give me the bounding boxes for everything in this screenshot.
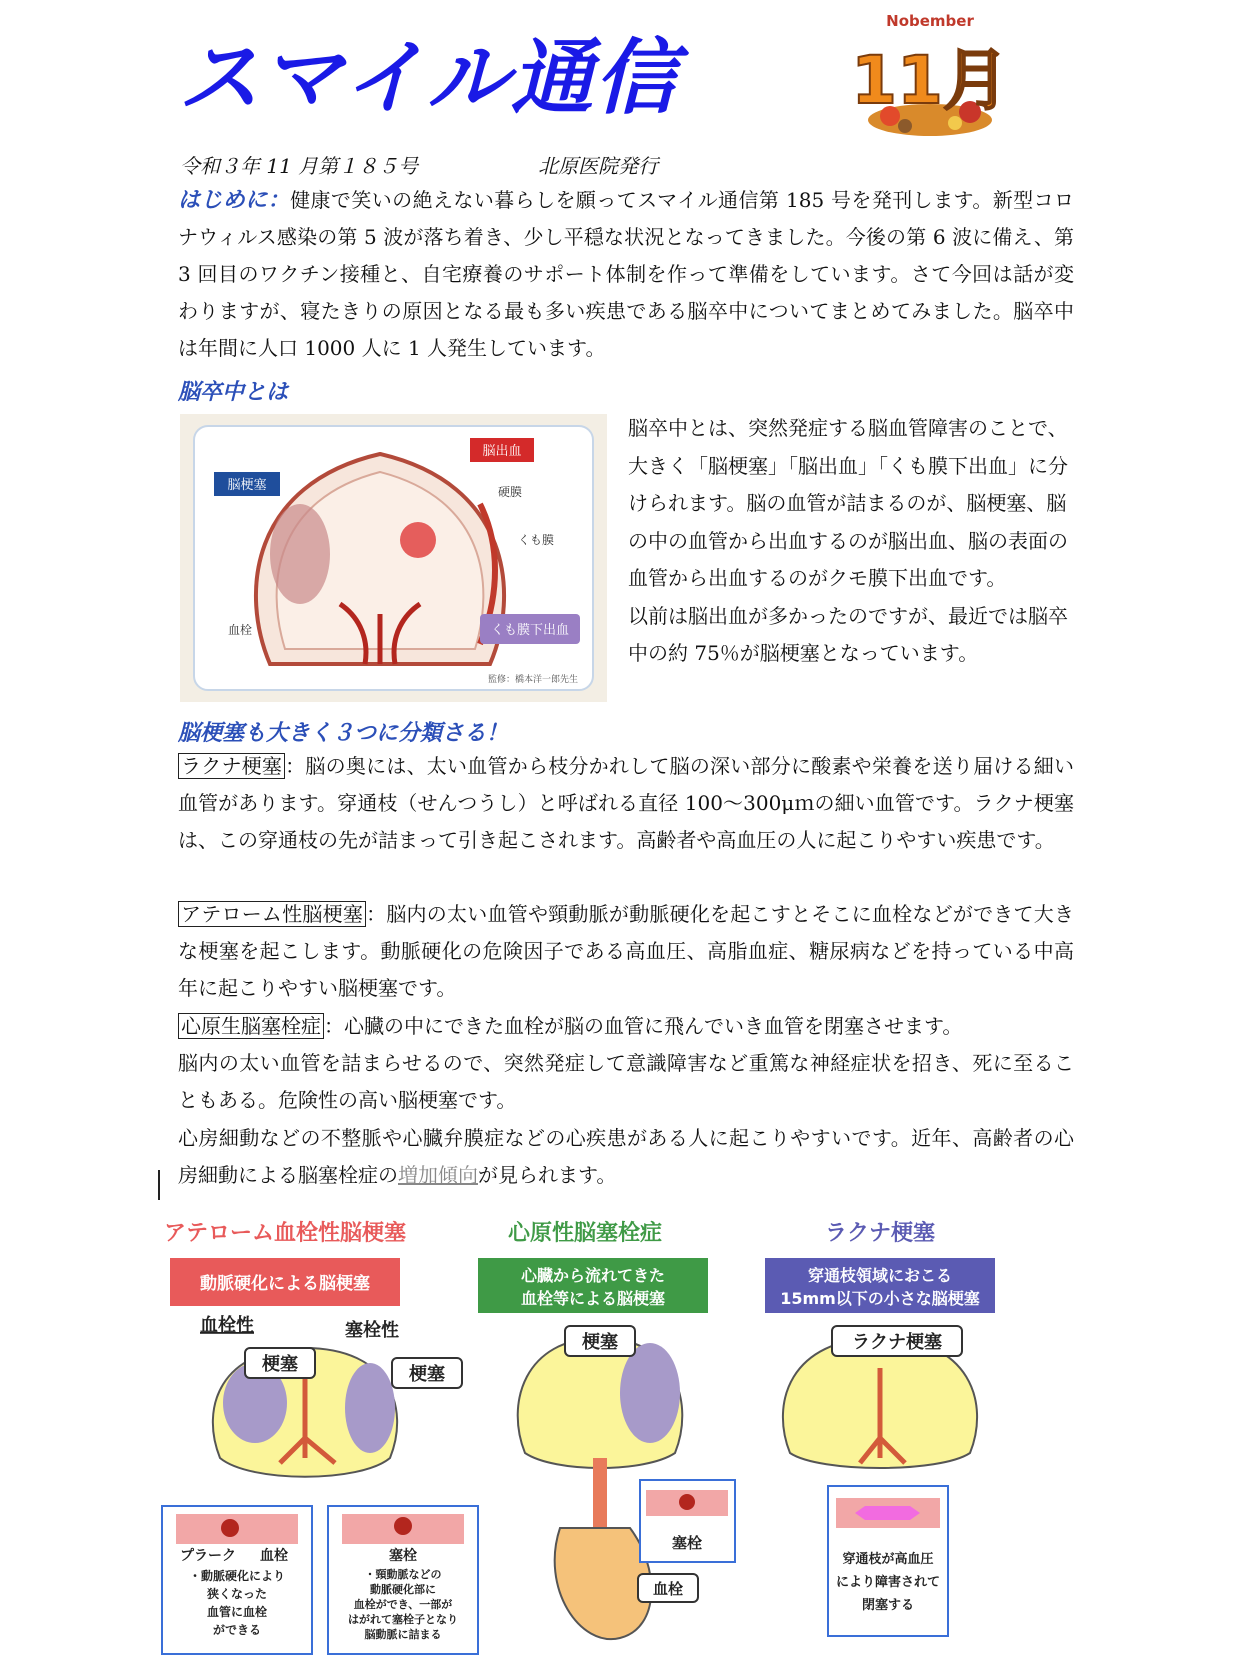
col3-cap2: により障害されて [835, 1575, 941, 1590]
figure-credit: 監修：橋本洋一郎先生 [487, 675, 578, 685]
col3-banner1: 穿通枝領域におこる [807, 1266, 953, 1285]
label-hemorrhage: 脳出血 [482, 444, 522, 459]
col1-cap-a5: 血管に血栓 [206, 1605, 268, 1619]
section-heading-infarct-types: 脳梗塞も大きく３つに分類さる！ [178, 721, 509, 746]
col2-title: 心原性脳塞栓症 [507, 1221, 663, 1246]
infarct-diagram-svg [160, 1208, 1080, 1658]
atheroma-text: ：脳内の太い血管や頸動脈が動脈硬化を起こすとそこに血栓などができて大きな梗塞を起こします。動脈硬化の危険因子である高血圧、高脂血症、糖尿病などを持っている中高年に起こりやすい脳梗塞です。 [178, 902, 1075, 1000]
term-atheroma: アテローム性脳梗塞 [178, 901, 366, 927]
col1-cap-a3: ・動脈硬化により [188, 1569, 286, 1583]
infarct-types-diagram [160, 1208, 1080, 1658]
col1-banner: 動脈硬化による脳梗塞 [200, 1274, 370, 1294]
publisher: 北原医院発行 [538, 154, 659, 178]
col1-cap-embolus: 塞栓 [389, 1548, 417, 1564]
col3-cap1: 穿通枝が高血圧 [842, 1552, 934, 1567]
increase-trend-link[interactable]: 増加傾向 [398, 1163, 478, 1187]
text-cursor [158, 1170, 160, 1200]
issue-number: 令和３年 11 月第１８５号 [180, 154, 419, 178]
col1-sub-embolic: 塞栓性 [345, 1320, 399, 1341]
atheroma-paragraph [178, 896, 1074, 1007]
month-badge [851, 8, 1009, 140]
col1-cap-b5: はがれて塞栓子となり [348, 1613, 458, 1626]
col2-banner2: 血栓等による脳梗塞 [520, 1289, 666, 1308]
col2-banner1: 心臓から流れてきた [520, 1266, 666, 1285]
col1-sub-thrombotic: 血栓性 [200, 1315, 254, 1336]
col3-title: ラクナ梗塞 [824, 1221, 936, 1246]
col1-cap-plaque: プラーク [180, 1548, 236, 1564]
lacunar-text: ：脳の奥には、太い血管から枝分かれして脳の深い部分に酸素や栄養を送り届ける細い血管があります。穿通枝（せんつうし）と呼ばれる直径 100～300μｍの細い血管です。ラクナ梗塞は、この穿通枝の先が詰まって引き起こされます。高齢者や高血圧の人に起こりやすい疾患です。 [178, 754, 1075, 852]
intro-paragraph [178, 182, 1074, 367]
issue-line [180, 150, 778, 179]
atrial-fib-text: 心房細動などの不整脈や心臓弁膜症などの心疾患がある人に起こりやすいです。近年、高齢者の心房細動による脳塞栓症の [178, 1126, 1074, 1187]
label-infarct: 脳梗塞 [227, 478, 267, 493]
section-heading-stroke: 脳卒中とは [178, 380, 289, 405]
badge-month: 11月 [851, 42, 1009, 119]
cardiogenic-detail: 脳内の太い血管を詰まらせるので、突然発症して意識障害など重篤な神経症状を招き、死に至ることもある。危険性の高い脳梗塞です。 [178, 1051, 1074, 1112]
intro-lead: はじめに： [178, 188, 291, 213]
label-arachnoid: くも膜 [518, 533, 555, 547]
stroke-explanation [628, 410, 1076, 673]
col1-cap-thrombus: 血栓 [260, 1548, 288, 1564]
intro-text: 健康で笑いの絶えない暮らしを願ってスマイル通信第 185 号を発刊します。新型コロナウィルス感染の第 5 波が落ち着き、少し平穏な状況となってきました。今後の第 6 波に備え、第 3 回目のワクチン接種と、自宅療養のサポート体制を作って準備をしています。さて今回は話が変わりますが、寝たきりの原因となる最も多い疾患である脳卒中についてまとめてみました。脳卒中は年間に人口 1000 人に 1 人発生しています。 [178, 188, 1074, 360]
cardiogenic-paragraph [178, 1008, 1074, 1045]
lacunar-paragraph [178, 748, 1074, 859]
term-lacunar: ラクナ梗塞 [178, 753, 285, 779]
col1-cap-b6: 脳動脈に詰まる [364, 1628, 442, 1641]
col1-cap-b4: 血栓ができ、一部が [353, 1598, 453, 1611]
col1-cap-a4: 狭くなった [206, 1587, 268, 1601]
col1-bubble-b: 梗塞 [409, 1364, 445, 1385]
label-dura: 硬膜 [498, 485, 523, 499]
col1-cap-b3: 動脈硬化部に [370, 1583, 436, 1596]
col1-title: アテローム血栓性脳梗塞 [163, 1221, 407, 1246]
col3-banner2: 15mm以下の小さな脳梗塞 [780, 1289, 980, 1308]
cardiogenic-text: ：心臓の中にできた血栓が脳の血管に飛んでいき血管を閉塞させます。 [324, 1014, 963, 1038]
label-subarachnoid: くも膜下出血 [490, 623, 570, 638]
col1-cap-a6: ができる [212, 1623, 262, 1637]
col2-cap-thrombus: 血栓 [652, 1580, 684, 1598]
brain-cross-section-icon [180, 414, 607, 702]
autumn-badge-icon [851, 8, 1009, 140]
label-thrombus: 血栓 [228, 623, 253, 637]
stroke-definition: 脳卒中とは、突然発症する脳血管障害のことで、大きく「脳梗塞」「脳出血」「くも膜下出血」に分けられます。脳の血管が詰まるのが、脳梗塞、脳の中の血管から出血するのが脳出血、脳の表面の血管から出血するのがクモ膜下出血です。 [628, 416, 1068, 590]
col2-bubble: 梗塞 [582, 1332, 618, 1353]
col2-cap-embolus: 塞栓 [671, 1534, 703, 1552]
newsletter-title: スマイル通信 [178, 31, 679, 126]
term-cardiogenic: 心原生脳塞栓症 [178, 1013, 324, 1039]
col1-bubble-a: 梗塞 [262, 1354, 298, 1375]
col3-cap3: 閉塞する [861, 1598, 915, 1613]
atrial-fib-end: が見られます。 [478, 1163, 617, 1187]
atrial-fib-paragraph [178, 1120, 1074, 1194]
col3-bubble: ラクナ梗塞 [852, 1332, 942, 1353]
stroke-statistic: 以前は脳出血が多かったのですが、最近では脳卒中の約 75％が脳梗塞となっています。 [628, 603, 1068, 665]
col1-cap-b2: ・頸動脈などの [364, 1568, 442, 1581]
badge-word: Nobember [886, 12, 974, 30]
brain-figure [180, 414, 607, 702]
